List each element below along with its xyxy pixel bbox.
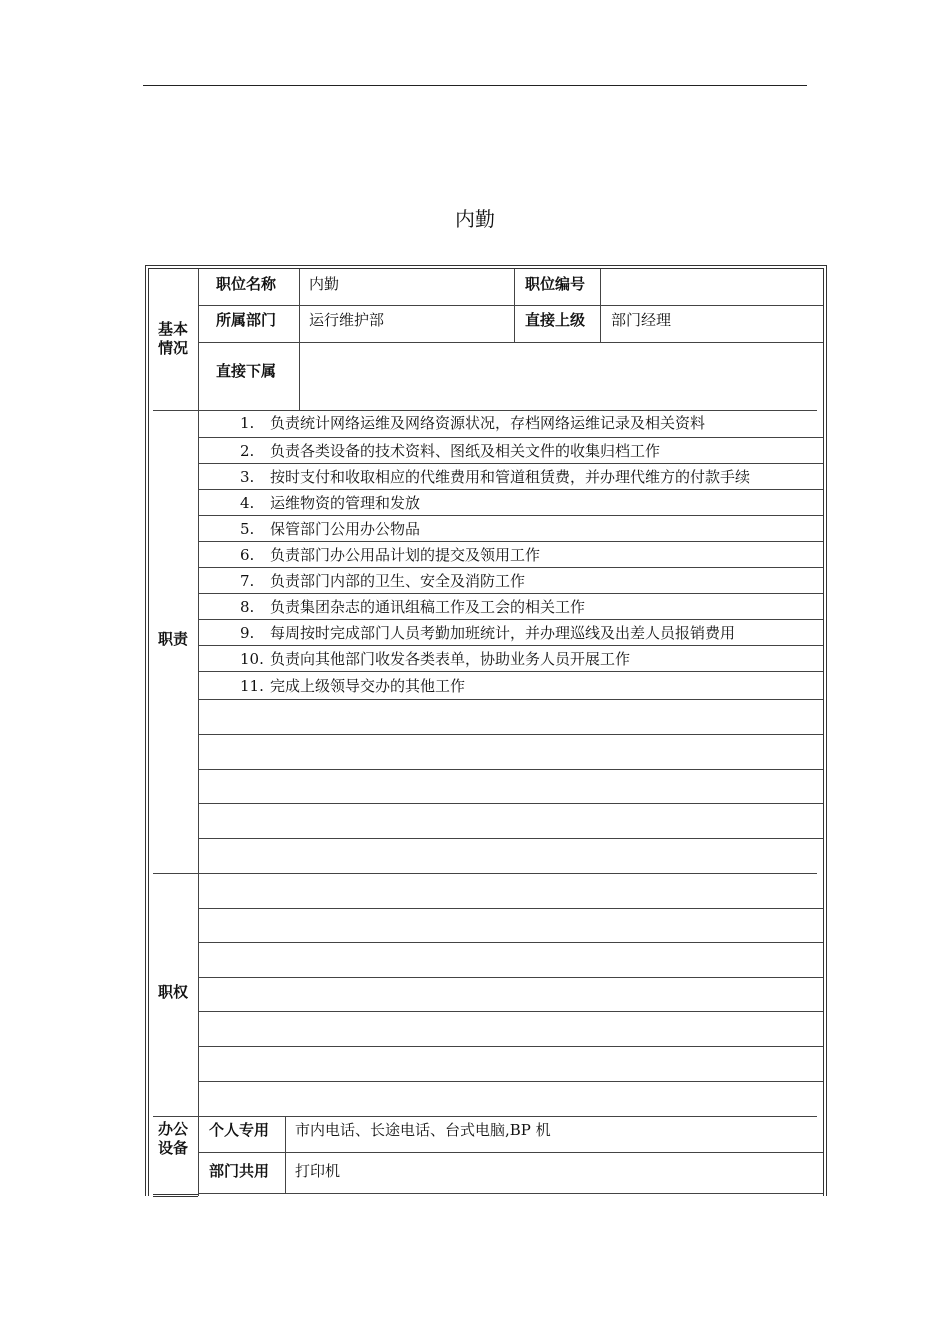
- department-value: 运行维护部: [309, 311, 385, 329]
- position-name-value: 内勤: [309, 275, 340, 293]
- row-divider: [198, 734, 823, 735]
- row-divider: [198, 489, 823, 490]
- row-divider: [198, 942, 823, 943]
- row-divider: [198, 305, 823, 306]
- section-divider: [153, 410, 817, 411]
- row-divider: [198, 515, 823, 516]
- section-divider: [153, 1116, 817, 1117]
- column-divider: [514, 269, 515, 342]
- column-divider: [285, 1116, 286, 1194]
- personal-equipment-label: 个人专用: [209, 1121, 270, 1139]
- row-divider: [198, 1081, 823, 1082]
- shared-equipment-value: 打印机: [295, 1162, 341, 1180]
- document-title: 内勤: [455, 207, 495, 231]
- personal-equipment-value: 市内电话、长途电话、台式电脑,BP 机: [295, 1121, 551, 1139]
- section-label-equipment: 办公 设备: [157, 1120, 188, 1157]
- duty-item: 11. 完成上级领导交办的其他工作: [240, 677, 466, 695]
- row-divider: [198, 342, 823, 343]
- row-divider: [198, 567, 823, 568]
- department-label: 所属部门: [216, 311, 277, 329]
- job-description-table: [145, 265, 827, 1196]
- duty-item: 10. 负责向其他部门收发各类表单，协助业务人员开展工作: [240, 650, 631, 668]
- row-divider: [198, 769, 823, 770]
- section-label-basic-info: 基本 情况: [157, 320, 188, 357]
- duty-item: 7. 负责部门内部的卫生、安全及消防工作: [240, 572, 526, 590]
- position-code-label: 职位编号: [525, 275, 586, 293]
- duty-item: 3. 按时支付和收取相应的代维费用和管道租赁费，并办理代维方的付款手续: [240, 468, 751, 486]
- row-divider: [198, 908, 823, 909]
- duty-item: 1. 负责统计网络运维及网络资源状况，存档网络运维记录及相关资料: [240, 414, 706, 432]
- row-divider: [198, 699, 823, 700]
- shared-equipment-label: 部门共用: [209, 1162, 270, 1180]
- duty-item: 8. 负责集团杂志的通讯组稿工作及工会的相关工作: [240, 598, 586, 616]
- row-divider: [198, 463, 823, 464]
- duty-item: 5. 保管部门公用办公物品: [240, 520, 421, 538]
- row-divider: [198, 1193, 823, 1194]
- duty-item: 9. 每周按时完成部门人员考勤加班统计，并办理巡线及出差人员报销费用: [240, 624, 736, 642]
- section-divider: [153, 873, 817, 874]
- row-divider: [198, 541, 823, 542]
- section-label-duties: 职责: [157, 630, 188, 648]
- superior-label: 直接上级: [525, 311, 586, 329]
- row-divider: [198, 977, 823, 978]
- row-divider: [198, 1046, 823, 1047]
- column-divider: [600, 269, 601, 342]
- row-divider: [198, 1152, 823, 1153]
- row-divider: [198, 645, 823, 646]
- row-divider: [198, 803, 823, 804]
- row-divider: [198, 437, 823, 438]
- duty-item: 4. 运维物资的管理和发放: [240, 494, 421, 512]
- position-name-label: 职位名称: [216, 275, 277, 293]
- row-divider: [198, 1011, 823, 1012]
- duty-item: 2. 负责各类设备的技术资料、图纸及相关文件的收集归档工作: [240, 442, 661, 460]
- superior-value: 部门经理: [611, 311, 672, 329]
- row-divider: [198, 671, 823, 672]
- subordinate-label: 直接下属: [216, 362, 277, 380]
- section-divider: [153, 1194, 198, 1197]
- row-divider: [198, 838, 823, 839]
- column-divider: [198, 269, 199, 1196]
- column-divider: [299, 269, 300, 410]
- row-divider: [198, 619, 823, 620]
- header-rule: [143, 85, 807, 86]
- section-label-authority: 职权: [157, 983, 188, 1001]
- row-divider: [198, 593, 823, 594]
- duty-item: 6. 负责部门办公用品计划的提交及领用工作: [240, 546, 541, 564]
